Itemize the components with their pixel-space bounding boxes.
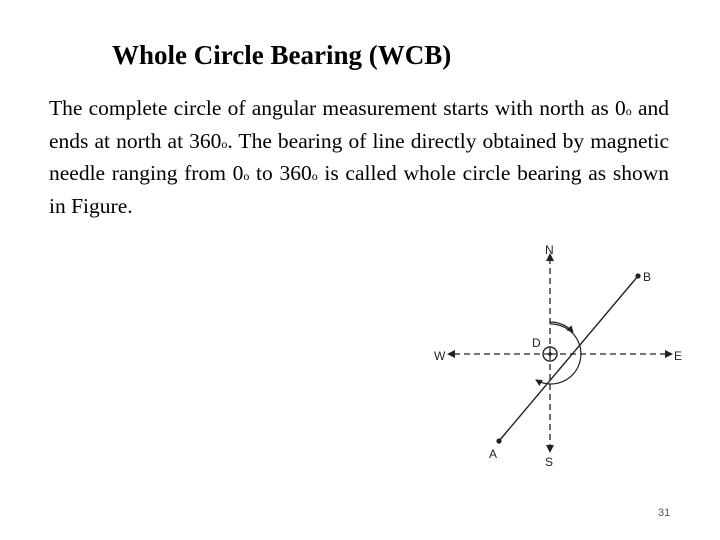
degree-mark-3: o: [243, 169, 250, 183]
wcb-figure: [420, 238, 700, 478]
degree-mark-1: o: [625, 104, 632, 118]
south-label: S: [545, 455, 554, 469]
para-text-1: The complete circle of angular measurement starts with north as 0: [49, 96, 626, 120]
degree-mark-2: o: [221, 136, 228, 151]
para-text-5: is called whole circle bearing as shown in Figure.: [49, 161, 669, 218]
point-a: [496, 438, 501, 443]
center-dot: [548, 352, 552, 356]
body-paragraph: [49, 94, 669, 221]
point-a-label: A: [489, 447, 498, 461]
slide-title: Whole Circle Bearing (WCB): [112, 40, 452, 70]
point-b-label: B: [643, 270, 652, 284]
para-text-2: and ends at north at 360: [49, 96, 669, 153]
para-text-3: . The bearing of line directly obtained by magnetic needle ranging from 0: [49, 128, 669, 185]
point-b: [635, 273, 640, 278]
east-label: E: [674, 349, 683, 363]
north-label: N: [545, 243, 554, 257]
para-text-4: to 360: [249, 161, 312, 185]
page-number: 31: [658, 507, 671, 519]
center-label: D: [532, 336, 541, 350]
line-ab: [499, 276, 638, 441]
west-label: W: [434, 349, 446, 363]
degree-mark-4: o: [311, 169, 318, 183]
